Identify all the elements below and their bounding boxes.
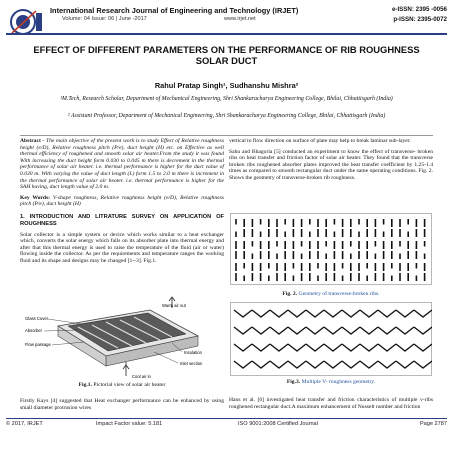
figure-2-caption-text: Geometry of transverse-broken ribs. bbox=[298, 291, 380, 297]
paper-authors: Rahul Pratap Singh¹, Sudhanshu Mishra² bbox=[154, 81, 299, 90]
left-bottom-paragraph: Firstly Kays [4] suggested that Heat exchanger performance can be enhanced by using small diameter protrusion wires bbox=[20, 398, 224, 411]
label-warm-air-out: Warm air out bbox=[162, 303, 186, 308]
journal-name: International Research Journal of Engineering and Technology (IRJET) bbox=[50, 6, 299, 15]
p-issn: p-ISSN: 2395-0072 bbox=[393, 16, 447, 23]
abstract-divider bbox=[20, 135, 433, 136]
label-insulation: Insulation bbox=[184, 350, 202, 355]
right-bottom-paragraph: Hans et al. [6] investigated heat transfer and friction characteristics of multiple v-ribs roughened rectangular duct.A maximum enhancement of Nusselt number and friction bbox=[229, 397, 433, 410]
figure-3-label: Fig.3. bbox=[286, 379, 301, 385]
abstract-text: The main objective of the present work is to study Effect of Relative roughness height (e/D), Relative roughness pitch (P/e), duct height (H) etc. on Effective as well thermal efficiency of roughened and smooth solar air heater.From the study it was found With increasing the duct height form 0.030 to 0.045 m there is decrement in the thermal performance of solar air heater. i.e. thermal performance is higher for the duct value of 0.030 m. With varying the value of duct length (L) form 1.5 to 2.0 m there is increment in the thermal performance of solar air heater. i.e. thermal performance is higher for the SAH having, duct length value of 2.0 m. bbox=[20, 138, 224, 191]
label-glass-cover: Glass Cover bbox=[25, 316, 49, 321]
e-issn: e-ISSN: 2395 -0056 bbox=[391, 6, 447, 13]
footer-page-number: Page 2787 bbox=[419, 421, 447, 427]
journal-url-link[interactable]: www.irjet.net bbox=[224, 16, 256, 22]
paper-title: EFFECT OF DIFFERENT PARAMETERS ON THE PERFORMANCE OF RIB ROUGHNESS SOLAR DUCT bbox=[33, 44, 420, 66]
figure-2-label: Fig. 2. bbox=[282, 291, 298, 297]
footer-copyright: © 2017, IRJET bbox=[6, 421, 43, 427]
label-inlet-section: Inlet section bbox=[180, 361, 203, 366]
keywords-text: V-shape roughness, Relative roughness height (e/D), Relative roughness pitch (P/e), duct height (H) bbox=[20, 194, 224, 208]
footer-impact-factor: Impact Factor value: 5.181 bbox=[96, 421, 163, 427]
footer-divider bbox=[6, 418, 447, 419]
sahu-bhagoria-paragraph: Sahu and Bhagoria [5] conducted an experiment to know the effect of transverse- broken ribs on heat transfer and friction factor of solar air heater. They found that the transverse broken ribs roughened absorber plates improved the heat transfer coefficient by 1.25-1.4 times as compared to smooth rectangular duct under the same operating conditions. Fig. 2. Shows the geometry of transverse-broken rib roughness. bbox=[229, 148, 433, 181]
figure-1-caption-text: Pictorial view of solar air heater bbox=[93, 382, 166, 388]
journal-volume: Volume: 04 Issue: 06 | June -2017 bbox=[62, 16, 147, 22]
affiliation-1: ¹M.Tech, Research Scholar, Department of Mechanical Engineering, Shri Shankaracharya Engineering College, Bhilai, Chhattisgarh (India) bbox=[60, 96, 393, 102]
label-cool-air-in: Cool air in bbox=[132, 374, 151, 379]
figure-1-label: Fig.1. bbox=[78, 382, 93, 388]
figure-3-caption-text: Multiple V- roughness geometry. bbox=[301, 379, 376, 385]
section-heading-introduction: 1. INTRODUCTION AND LITRATURE SURVEY ON APPLICATION OF ROUGHNESS bbox=[20, 213, 224, 227]
figure-2-transverse-broken-ribs bbox=[230, 213, 432, 285]
label-flow-passage: Flow passage bbox=[25, 342, 51, 347]
introduction-paragraph: Solar collector is a simple system or device which works similar to a heat exchanger which, converts the solar energy which falls on its absorber plate into thermal energy and after that this thermal energy is used to raise the temperature of the fluid (air or water) flowing inside the collector. As per the requirements and temperature ranges the working fluid and its shape and designs may be changed [1--3]. Fig.1. bbox=[20, 231, 224, 264]
figure-1-caption bbox=[22, 382, 222, 388]
right-top-paragraph: vertical to flow direction on surface of plate may help to break laminar sub-layer. bbox=[229, 138, 411, 144]
right-column bbox=[229, 138, 433, 182]
left-column bbox=[20, 138, 224, 265]
abstract-label: Abstract - bbox=[20, 138, 45, 144]
journal-header bbox=[6, 4, 447, 42]
affiliation-2: ² Assistant Professor, Department of Mechanical Engineering, Shri Shankaracharya Engineering College, Bhilai, Chhattisgarh (India) bbox=[67, 113, 386, 119]
footer-iso: ISO 9001:2008 Certified Journal bbox=[238, 421, 318, 427]
figure-3-multiple-v-ribs bbox=[230, 302, 432, 376]
figure-1-solar-air-heater bbox=[22, 296, 222, 380]
figure-2-caption bbox=[230, 291, 432, 297]
label-absorber: Absorber bbox=[25, 328, 42, 333]
abstract bbox=[20, 138, 224, 191]
keywords bbox=[20, 195, 224, 208]
keywords-label: Key Words: bbox=[20, 194, 51, 201]
figure-3-caption bbox=[230, 379, 432, 385]
header-divider bbox=[6, 33, 447, 35]
